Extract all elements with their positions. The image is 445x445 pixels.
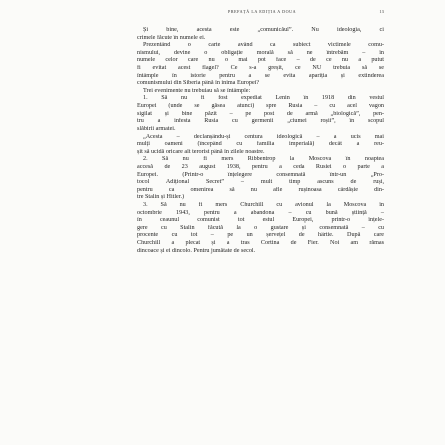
text-line: pentru ca omenirea să nu afle rușinoasa cârdășie din- [137, 186, 384, 193]
text-line: 1. Să nu fi fost expediat Lenin în 1918 din vestul [143, 95, 384, 102]
text-line: Europei. (Printr-o înțelegere consemnată într-un „Pro- [137, 171, 384, 178]
page-number: 13 [379, 9, 384, 14]
text-line: tocol Adițional Secret” – mult timp ascuns de ruși, [137, 179, 384, 186]
body-text [137, 27, 384, 438]
text-line: Churchill a plecat și a tras Cortina de Fier. Noi am rămas [137, 240, 384, 247]
text-line: șit să ucidă oricare alt terorist până în zilele noastre. [137, 148, 265, 155]
text-line: numele celor care nu o mai pot face – de ce nu a putut [137, 57, 384, 64]
text-line: tru a infesta Rusia cu germenii „ciumei roșii”, în scopul [137, 118, 384, 125]
text-line: fi evitat acest flagel? Ce s-a greșit, ce NU trebuia să se [137, 65, 384, 72]
text-line: tre Stalin și Hitler.) [137, 194, 185, 201]
text-line: Prezentând o carte având ca subiect victimele comu- [143, 42, 384, 49]
text-line: sigilat și bine păzit – pe post de armă „biologică”, pen- [137, 110, 384, 117]
text-line: procente cu tot – pe un șervețel de hârtie. După care [137, 232, 384, 239]
text-line: accesă de 23 august 1938, pentru a ceda Rusiei o parte a [137, 163, 384, 170]
text-line: Europei (unde se găsea atunci) spre Rusia – cu acel vagon [137, 103, 384, 110]
text-line: Și bine, acesta este „comunicăul”. Nu ideologia, ci [143, 27, 384, 33]
running-title: PREFAȚĂ LA EDIȚIA A DOUA [228, 9, 297, 14]
text-line: gere cu Stalin făcută la o gustare și consemnată – cu [137, 224, 384, 231]
text-line: crimele făcute în numele ei. [137, 34, 206, 41]
text-line: în ceaunul comunist tot estul Europei, printr-o înțele- [137, 217, 384, 224]
text-line: Trei evenimente nu trebuiau să se întâmple: [143, 87, 251, 94]
text-line: mulți oameni (începând cu familia imperială) decât a reu- [137, 141, 384, 148]
text-line: slăbirii armatei. [137, 125, 176, 132]
text-line: „Acesta – declanșându-și centura ideologică – a ucis mai [143, 133, 384, 140]
text-line: 2. Să nu fi mers Ribbentrop la Moscova în noaptea [143, 156, 384, 163]
text-line: nismului, devine o obligație morală să ne întrebăm – în [137, 49, 384, 56]
text-line: octombrie 1943, pentru a abandona – cu bună știință – [137, 209, 384, 216]
text-line: comunismului din Siberia până în inima Europei? [137, 80, 260, 87]
text-line: 3. Să nu fi mers Churchill cu avionul la Moscova în [143, 202, 384, 209]
text-line: întâmple în istorie pentru a se evita apariția și extinderea [137, 72, 384, 79]
page-header [130, 7, 384, 17]
text-line: dincoace și ei dincolo. Pentru jumătate de secol. [137, 247, 256, 254]
